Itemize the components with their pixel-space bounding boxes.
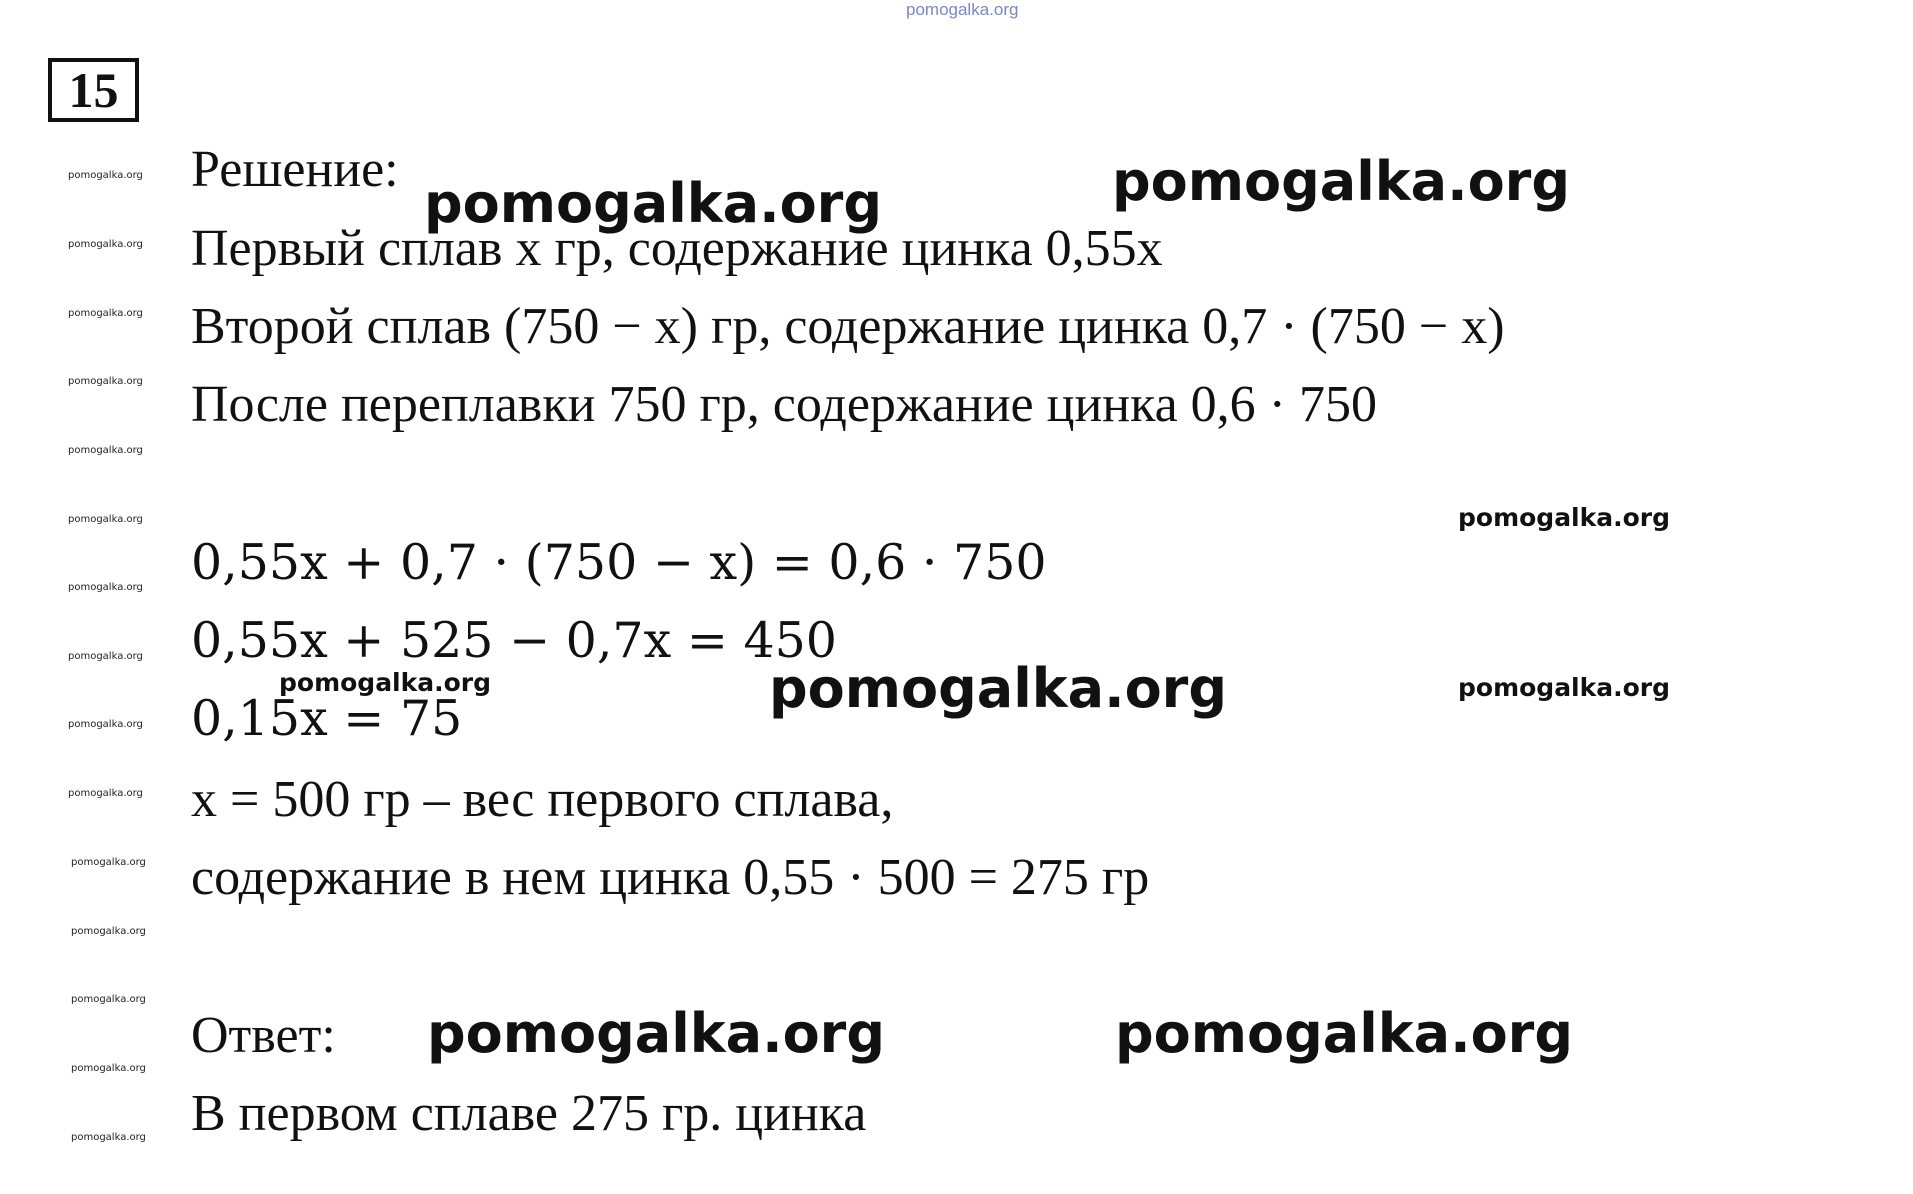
watermark: pomogalka.org: [1458, 673, 1671, 702]
margin-watermark: pomogalka.org: [68, 445, 143, 456]
task-number: 15: [48, 58, 139, 122]
margin-watermark: pomogalka.org: [71, 1063, 146, 1074]
watermark: pomogalka.org: [279, 668, 492, 697]
margin-watermark: pomogalka.org: [68, 376, 143, 387]
margin-watermark: pomogalka.org: [71, 994, 146, 1005]
margin-watermark: pomogalka.org: [68, 651, 143, 662]
watermark: pomogalka.org: [1458, 503, 1671, 532]
answer-label: Ответ:: [191, 1007, 336, 1064]
equation-1: 0,55x + 0,7 · (750 − x) = 0,6 · 750: [191, 534, 1047, 591]
solution-line-1: Первый сплав x гр, содержание цинка 0,55x: [191, 220, 1163, 277]
margin-watermark: pomogalka.org: [68, 514, 143, 525]
result-line-1: x = 500 гр – вес первого сплава,: [191, 771, 894, 828]
watermark: pomogalka.org: [1112, 150, 1570, 213]
margin-watermark: pomogalka.org: [68, 719, 143, 730]
site-link[interactable]: pomogalka.org: [906, 0, 1019, 19]
solution-line-2: Второй сплав (750 − x) гр, содержание цинка 0,7 · (750 − x): [191, 298, 1505, 355]
watermark: pomogalka.org: [1115, 1002, 1573, 1065]
margin-watermark: pomogalka.org: [68, 308, 143, 319]
margin-watermark: pomogalka.org: [71, 926, 146, 937]
margin-watermark: pomogalka.org: [68, 788, 143, 799]
margin-watermark: pomogalka.org: [68, 582, 143, 593]
answer-text: В первом сплаве 275 гр. цинка: [191, 1085, 867, 1142]
equation-3: 0,15x = 75: [191, 690, 463, 747]
margin-watermark: pomogalka.org: [68, 170, 143, 181]
watermark: pomogalka.org: [424, 172, 882, 235]
watermark: pomogalka.org: [427, 1002, 885, 1065]
watermark: pomogalka.org: [769, 657, 1227, 720]
margin-watermark: pomogalka.org: [71, 857, 146, 868]
result-line-2: содержание в нем цинка 0,55 · 500 = 275 гр: [191, 849, 1150, 906]
margin-watermark: pomogalka.org: [71, 1132, 146, 1143]
margin-watermark: pomogalka.org: [68, 239, 143, 250]
solution-heading: Решение:: [191, 141, 399, 198]
equation-2: 0,55x + 525 − 0,7x = 450: [191, 612, 837, 669]
solution-line-3: После переплавки 750 гр, содержание цинка 0,6 · 750: [191, 376, 1377, 433]
